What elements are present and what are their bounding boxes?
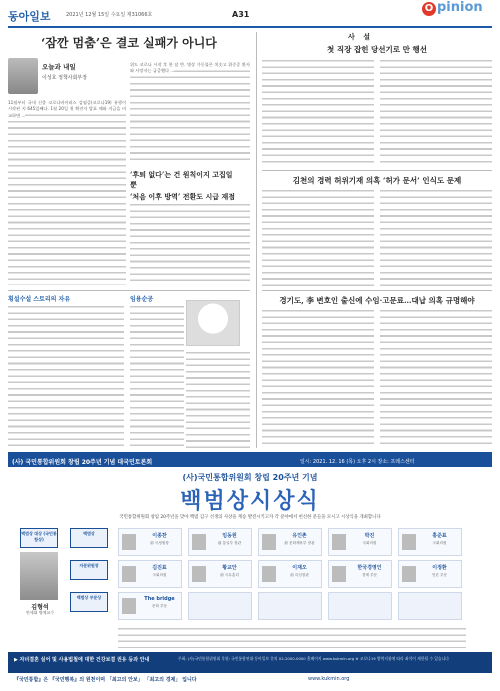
winner-photo: [192, 534, 206, 550]
ad-slogan-bar: [8, 672, 492, 685]
winner-card: 유인촌 前 문화체육부 장관: [258, 528, 322, 556]
award-badge-4: 백범상 부문상: [70, 592, 108, 612]
winner-photo: [122, 598, 136, 614]
ad-top-left-text: (사) 국민통합위원회 창립 20주년 기념 대국민토론회: [12, 459, 153, 466]
illustration-sketch: [186, 300, 240, 346]
winner-card: 한국경영인 경제 부문: [328, 560, 392, 588]
winner-photo: [122, 566, 136, 582]
section-name: pinion: [437, 0, 483, 15]
small-column-text-1: [8, 304, 124, 448]
ad-subtitle: 국민통합위원회 창립 20주년을 맞아 백범 김구 선생의 사상을 계승 발전시키고자 각 분야에서 헌신한 분들을 모시고 시상식을 개최합니다: [119, 515, 381, 520]
winner-card: 황교안 前 국무총리: [188, 560, 252, 588]
winner-card: 이종찬 前 국정원장: [118, 528, 182, 556]
small-column-head-2: 임용순공: [130, 296, 154, 303]
ad-url: www.kukmin.org: [308, 676, 350, 682]
winner-photo: [192, 566, 206, 582]
dateline: 2021년 12월 15일 수요일 제31066호: [66, 12, 153, 18]
column-kicker: 오늘과 내일: [42, 63, 76, 71]
winner-photo: [122, 534, 136, 550]
editorial-1-text-a: [262, 58, 374, 166]
winner-photo: [262, 534, 276, 550]
winner-photo: [402, 534, 416, 550]
small-column-text-3: [186, 350, 250, 448]
writer-photo: [8, 58, 38, 94]
opinion-logo-icon: O: [422, 2, 436, 16]
editorial-label: 사 설: [348, 33, 373, 41]
section-title: [422, 0, 483, 16]
column-title: ‘잠깐 멈춤’은 결코 실패가 아니다: [41, 36, 217, 50]
grand-winner-photo: [20, 552, 58, 600]
small-column-text-2: [130, 304, 184, 448]
winner-card: 임동원 前 통일부 장관: [188, 528, 252, 556]
ad-kicker: (사)국민통합위원회 창립 20주년 기념: [182, 473, 318, 482]
editorial-3-text-a: [262, 308, 374, 448]
winner-photo: [262, 566, 276, 582]
ad-title: 백범상시상식: [180, 489, 320, 514]
editorial-2-text-b: [380, 188, 492, 286]
winner-photo: [332, 566, 346, 582]
award-badge-3: 자문위원장: [70, 560, 108, 580]
divider: [262, 170, 492, 171]
ad-slogan: 『국민통합』은 『국민행복』의 원천이며 「최고의 안보」 「최고의 경제」 입니다: [14, 677, 197, 683]
winner-card: 홍준표 국회의원: [398, 528, 462, 556]
page-header: [8, 6, 492, 28]
divider: [262, 290, 492, 291]
editorial-1-text-b: [380, 58, 492, 166]
winner-card: 이정환 언론 부문: [398, 560, 462, 588]
editorial-title-3: 경기도, 李 변호인 출신에 수임·고문료…대납 의혹 규명해야: [279, 296, 475, 305]
winner-card-empty: [398, 592, 462, 620]
editorial-title-1: 첫 직장 잡힌 당선기로 만 행선: [327, 45, 427, 54]
winner-card: The bridge 문화 부문: [118, 592, 182, 620]
column-writer: 이성호 정책사회부장: [42, 75, 88, 81]
winner-card: 김진표 국회의원: [118, 560, 182, 588]
small-column-head-1: 횡설수설 스토리의 자유: [8, 296, 71, 303]
winner-card-empty: [188, 592, 252, 620]
column-body-text-3: [130, 202, 250, 285]
award-badge-grand: 백범상 대상 (국민통합상): [20, 528, 58, 548]
ad-top-right-text: 일시: 2021. 12. 16 (목) 오후 2시 장소: 프레스센터: [300, 459, 415, 465]
ad-fine-print: [118, 626, 466, 648]
ad-footer-right: 주최: (사)국민통합위원회 후원: 국민통합연대·동아일보 문의 02-2000-0000 홈페이지 www.kukmin.org ※ 코로나19 방역지침에 따라 좌석이 제한될 수 있습니다: [178, 656, 449, 661]
column-divider: [256, 32, 257, 448]
editorial-2-text-a: [262, 188, 374, 286]
ad-footer-left: ▶ 자녀결혼 실어 및 사용법철에 대한 건강보결 권유 등과 안내: [14, 657, 150, 663]
award-badge-2: 백범상: [70, 528, 108, 548]
winner-photo: [402, 566, 416, 582]
pull-quote: ‘후퇴 없다’는 건 원칙이지 고집일 뿐 ‘처음 이후 방역’ 전환도 시급 재점: [130, 170, 235, 201]
column-body-text-2: 위드 코로나 시작 후 한 달 반. 병상 가동률은 치솟고 위중증 환자와 사망자는 급증했다 ...: [130, 62, 250, 162]
grand-winner-name: 김형석: [31, 604, 49, 611]
winner-card-empty: [328, 592, 392, 620]
editorial-title-2: 김천의 경력 허위기재 의혹 ‘허가 문서’ 인식도 문제: [292, 176, 462, 185]
page-number: A31: [232, 10, 250, 19]
editorial-3-text-b: [380, 308, 492, 448]
winner-card: 박진 국회의원: [328, 528, 392, 556]
winner-card: 이재오 前 특임장관: [258, 560, 322, 588]
winner-card-empty: [258, 592, 322, 620]
divider: [8, 290, 250, 291]
grand-winner-title: 연세대 명예교수: [25, 610, 55, 615]
column-body-text-1: 11월부터 국내 신종 코로나바이러스 감염증(코로나19) 유행이 시작된 지 645일째다. 1월 20일 첫 확진자 발표 때와 지금을 비교하면 ...: [8, 100, 126, 285]
winner-photo: [332, 534, 346, 550]
newspaper-brand: 동아일보: [8, 10, 51, 23]
